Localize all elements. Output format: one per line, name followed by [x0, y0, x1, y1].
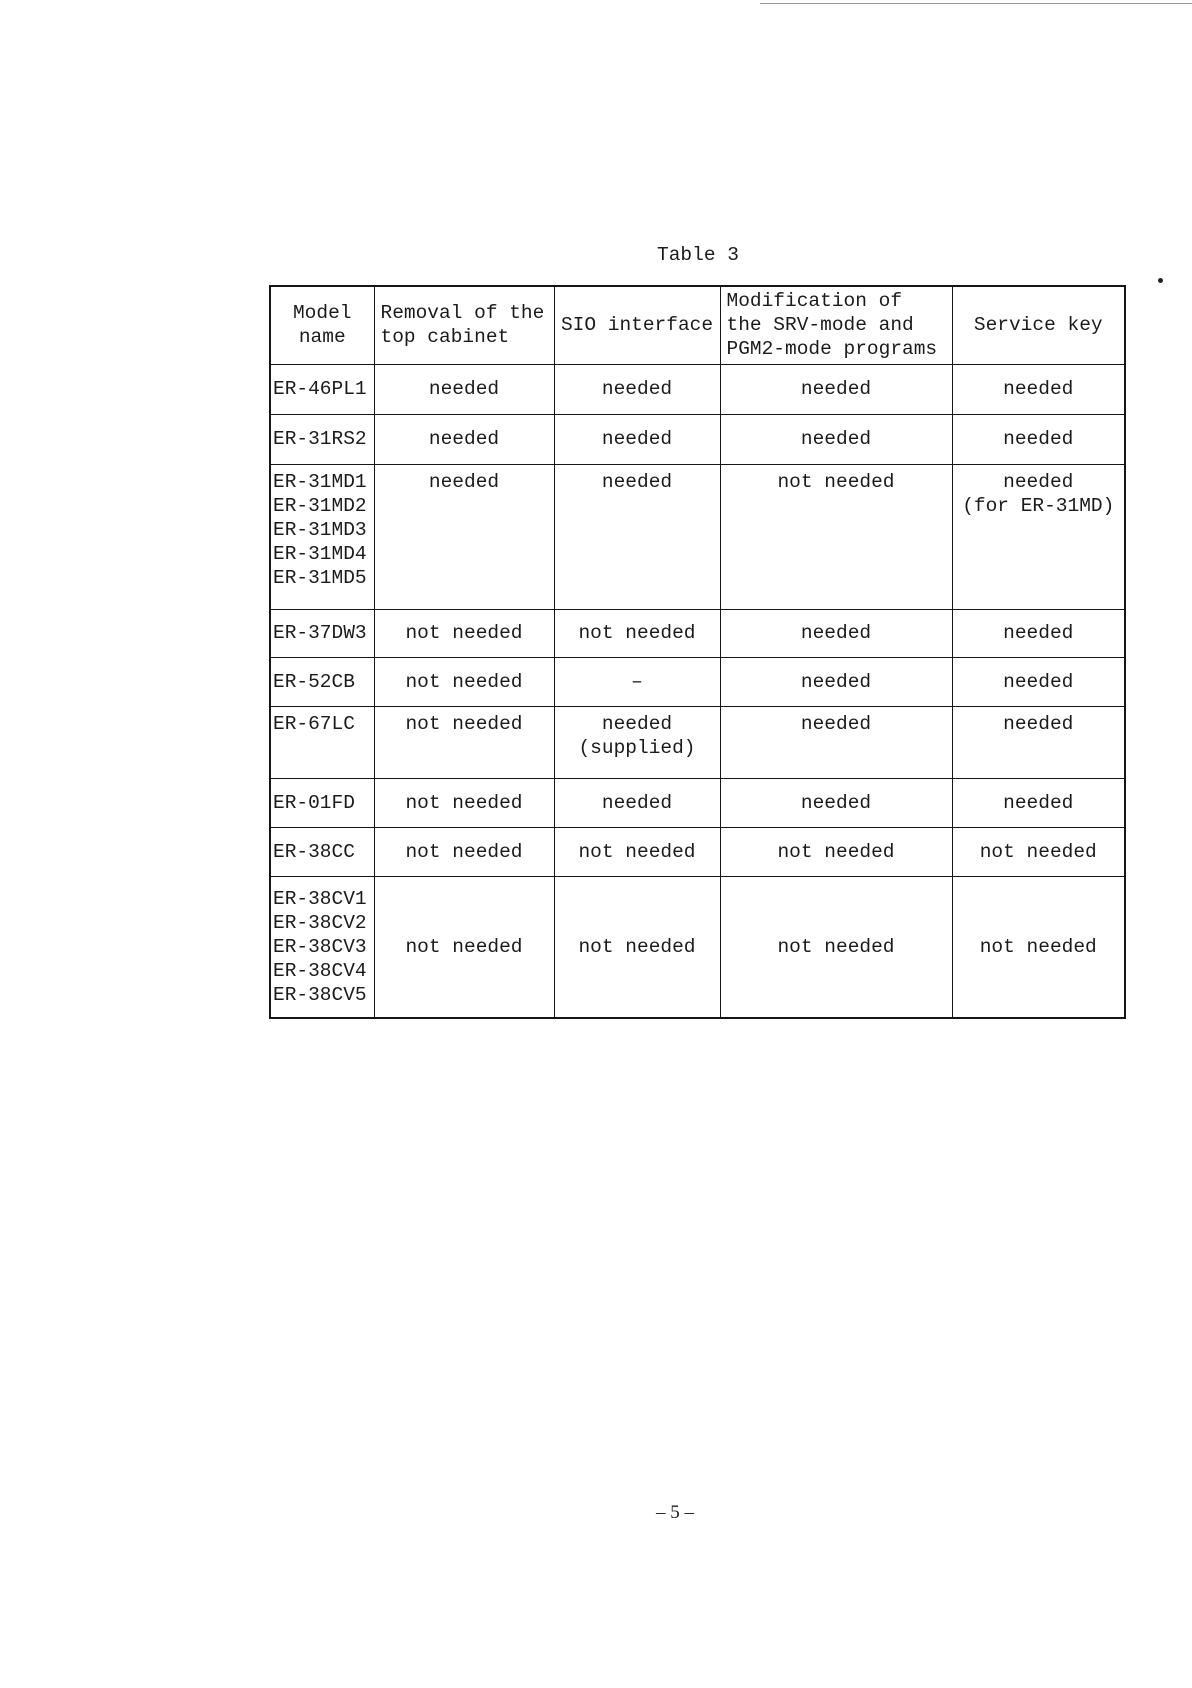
header-modification-programs	[720, 286, 952, 364]
header-line: Removal of the	[380, 302, 545, 325]
cell-line: needed	[1003, 470, 1074, 493]
cell-line: not needed	[405, 791, 523, 814]
cell-line: not needed	[405, 622, 523, 644]
modification-cell	[720, 876, 952, 1018]
cell-line: needed	[800, 791, 872, 814]
header-line: name	[298, 326, 346, 349]
cell-line: ER-31MD4	[273, 542, 367, 565]
sio-cell	[554, 414, 720, 464]
cell-line: not needed	[777, 470, 895, 493]
model-cell	[270, 706, 374, 778]
service-key-cell	[952, 827, 1125, 876]
table-row	[270, 778, 1125, 827]
cell-line: needed	[428, 470, 500, 493]
cell-line: needed	[1003, 428, 1074, 450]
header-line: the SRV-mode and	[726, 314, 914, 337]
model-cell	[270, 827, 374, 876]
removal-cell	[374, 609, 554, 657]
removal-cell	[374, 706, 554, 778]
cell-line: needed	[601, 791, 673, 814]
cell-line: needed	[1003, 670, 1074, 693]
cell-line: ER-01FD	[273, 791, 355, 814]
model-cell	[270, 414, 374, 464]
sio-cell	[554, 464, 720, 609]
cell-line: needed	[800, 622, 872, 644]
table-title: Table 3	[657, 244, 739, 266]
header-sio-interface	[554, 286, 720, 364]
cell-line: ER-31MD3	[273, 518, 367, 541]
sio-cell	[554, 609, 720, 657]
cell-line: needed	[1003, 622, 1074, 644]
header-line: Modification of	[726, 290, 903, 313]
cell-line: ER-38CV3	[273, 935, 367, 958]
sio-cell	[554, 364, 720, 414]
page-number: – 5 –	[656, 1502, 694, 1523]
cell-line: not needed	[578, 622, 696, 644]
modification-cell	[720, 657, 952, 706]
cell-line: needed	[601, 378, 673, 400]
service-key-cell	[952, 414, 1125, 464]
service-key-cell	[952, 706, 1125, 778]
table-row	[270, 657, 1125, 706]
removal-cell	[374, 364, 554, 414]
cell-line: –	[631, 670, 643, 693]
cell-line: needed	[800, 428, 872, 450]
modification-cell	[720, 827, 952, 876]
header-line: Model	[292, 302, 352, 325]
header-line: Service key	[973, 314, 1103, 337]
removal-cell	[374, 876, 554, 1018]
sio-cell	[554, 706, 720, 778]
service-key-cell	[952, 364, 1125, 414]
table-row	[270, 364, 1125, 414]
header-model-name	[270, 286, 374, 364]
cell-line: needed	[428, 428, 500, 450]
cell-line: not needed	[405, 840, 523, 863]
model-cell	[270, 876, 374, 1018]
sio-cell	[554, 657, 720, 706]
cell-line: needed	[800, 670, 872, 693]
cell-line: not needed	[405, 712, 523, 735]
removal-cell	[374, 827, 554, 876]
scan-edge-line	[760, 3, 1192, 4]
cell-line: needed	[1003, 791, 1074, 814]
service-key-cell	[952, 778, 1125, 827]
cell-line: ER-38CV1	[273, 887, 367, 910]
sio-cell	[554, 778, 720, 827]
modification-cell	[720, 609, 952, 657]
cell-line: ER-38CV5	[273, 983, 367, 1006]
service-key-cell	[952, 609, 1125, 657]
cell-line: not needed	[777, 935, 895, 958]
service-key-cell	[952, 876, 1125, 1018]
removal-cell	[374, 414, 554, 464]
modification-cell	[720, 706, 952, 778]
modification-cell	[720, 464, 952, 609]
sio-cell	[554, 876, 720, 1018]
cell-line: needed	[601, 470, 673, 493]
cell-line: ER-38CC	[273, 840, 355, 863]
cell-line: not needed	[405, 935, 523, 958]
header-line: top cabinet	[380, 326, 510, 349]
cell-line: ER-38CV4	[273, 959, 367, 982]
model-cell	[270, 364, 374, 414]
cell-line: not needed	[578, 935, 696, 958]
cell-line: ER-46PL1	[273, 378, 367, 400]
cell-line: needed	[601, 712, 673, 735]
cell-line: not needed	[979, 935, 1097, 958]
table-row	[270, 827, 1125, 876]
cell-line: needed	[1003, 712, 1074, 735]
service-key-cell	[952, 657, 1125, 706]
header-line: SIO interface	[560, 314, 714, 337]
cell-line: ER-38CV2	[273, 911, 367, 934]
header-service-key	[952, 286, 1125, 364]
modification-cell	[720, 414, 952, 464]
cell-line: needed	[800, 712, 872, 735]
service-key-cell	[952, 464, 1125, 609]
modification-cell	[720, 778, 952, 827]
table-row	[270, 609, 1125, 657]
header-line: PGM2-mode programs	[726, 338, 938, 361]
table-row	[270, 876, 1125, 1018]
cell-line: not needed	[777, 840, 895, 863]
removal-cell	[374, 778, 554, 827]
cell-line: not needed	[979, 840, 1097, 863]
cell-line: ER-31MD5	[273, 566, 367, 589]
cell-line: ER-67LC	[273, 712, 355, 735]
cell-line: needed	[800, 378, 872, 400]
header-removal-top-cabinet	[374, 286, 554, 364]
cell-line: (supplied)	[578, 736, 696, 759]
removal-cell	[374, 657, 554, 706]
cell-line: ER-31RS2	[273, 428, 367, 450]
model-cell	[270, 464, 374, 609]
cell-line: not needed	[578, 840, 696, 863]
header-row	[270, 286, 1125, 364]
scan-speck-dot	[1158, 278, 1163, 283]
sio-cell	[554, 827, 720, 876]
removal-cell	[374, 464, 554, 609]
cell-line: ER-31MD1	[273, 470, 367, 493]
cell-line: ER-52CB	[273, 670, 355, 693]
model-cell	[270, 609, 374, 657]
model-requirements-table	[269, 285, 1126, 1019]
table-row	[270, 464, 1125, 609]
modification-cell	[720, 364, 952, 414]
cell-line: needed	[428, 378, 500, 400]
cell-line: needed	[601, 428, 673, 450]
model-cell	[270, 657, 374, 706]
cell-line: not needed	[405, 670, 523, 693]
cell-line: needed	[1003, 378, 1074, 400]
cell-line: (for ER-31MD)	[962, 494, 1115, 517]
table-row	[270, 706, 1125, 778]
table-row	[270, 414, 1125, 464]
model-cell	[270, 778, 374, 827]
cell-line: ER-31MD2	[273, 494, 367, 517]
cell-line: ER-37DW3	[273, 622, 367, 644]
